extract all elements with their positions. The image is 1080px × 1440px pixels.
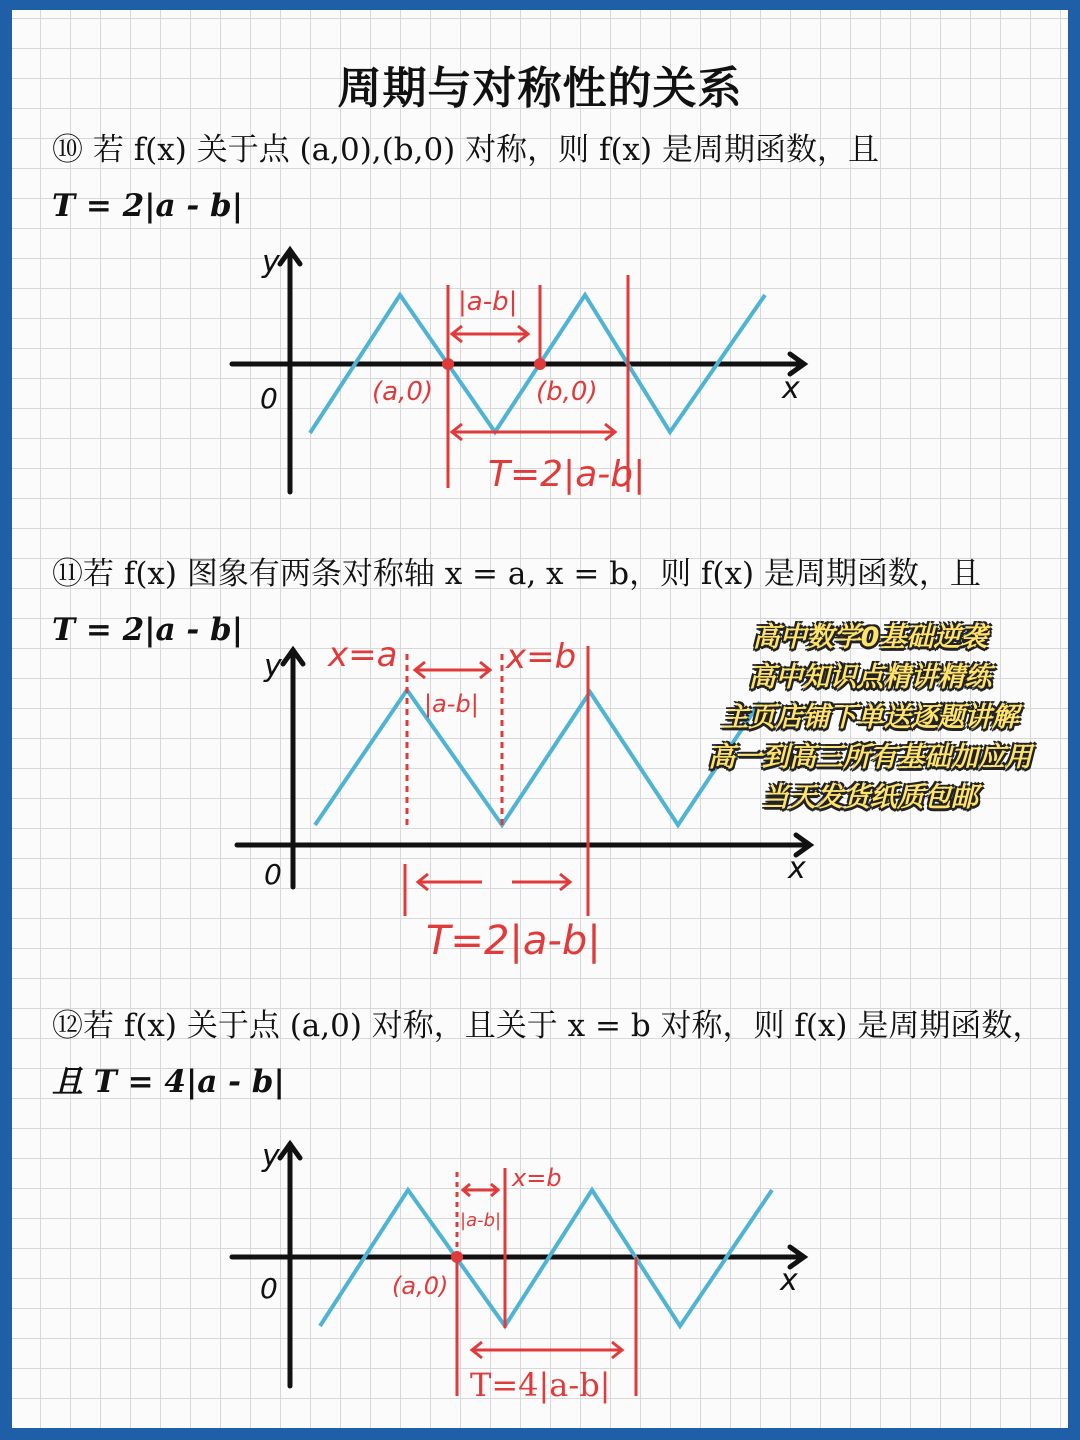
y-label: y: [262, 245, 280, 280]
property-11-formula: T = 2|a - b|: [52, 612, 243, 648]
property-10-formula: T = 2|a - b|: [52, 188, 243, 224]
dist-arrow: [415, 662, 490, 678]
title-bar: [0, 52, 1080, 116]
point-b-label: (b,0): [536, 377, 598, 407]
origin-label: 0: [264, 858, 282, 891]
graph-point-symmetry: [0, 230, 1080, 510]
promo-line: 当天发货纸质包邮: [762, 782, 978, 813]
promo-line: 高中知识点精讲精练: [748, 662, 992, 693]
promo-line: 主页店铺下单送逐题讲解: [721, 702, 1019, 733]
dist-arrow: [463, 1184, 498, 1196]
promo-line: 高中数学0基础逆袭: [752, 622, 988, 653]
period-arrow: [418, 874, 570, 890]
page-title: 周期与对称性的关系: [328, 52, 753, 116]
dist-label: |a-b|: [458, 287, 518, 317]
origin-label: 0: [260, 382, 278, 415]
promo-line: 高一到高三所有基础加应用: [708, 742, 1032, 773]
property-12: [52, 998, 1044, 1110]
dist-label: |a-b|: [424, 690, 479, 718]
dist-arrow: [452, 326, 528, 342]
period-label: T=4|a-b|: [470, 1366, 611, 1404]
period-label: T=2|a-b|: [426, 918, 601, 964]
point-a: [442, 358, 454, 370]
x-label: x: [780, 1263, 798, 1298]
y-label: y: [262, 1139, 280, 1174]
period-arrow: [452, 424, 615, 440]
property-10: [52, 122, 1032, 234]
origin-label: 0: [260, 1272, 278, 1305]
x-label: x: [782, 371, 800, 406]
period-arrow: [472, 1342, 622, 1358]
point-a: [451, 1251, 463, 1263]
point-a-label: (a,0): [372, 377, 434, 407]
property-12-statement: ⑫若 f(x) 关于点 (a,0) 对称，且关于 x = b 对称，则 f(x) 是周期函数，: [52, 1008, 1044, 1044]
period-label: T=2|a-b|: [488, 454, 646, 495]
axis-b-label: x=b: [506, 637, 577, 677]
y-label: y: [264, 649, 282, 684]
property-11-statement: ⑪若 f(x) 图象有两条对称轴 x = a, x = b，则 f(x) 是周期函数，且: [52, 556, 981, 592]
axis-b-label: x=b: [512, 1164, 562, 1192]
point-b: [534, 358, 546, 370]
x-label: x: [788, 851, 806, 886]
point-a-label: (a,0): [392, 1272, 449, 1300]
property-12-formula: 且 T = 4|a - b|: [52, 1064, 285, 1100]
dist-label: |a-b|: [460, 1210, 502, 1231]
property-10-statement: ⑩ 若 f(x) 关于点 (a,0),(b,0) 对称，则 f(x) 是周期函数，且: [52, 132, 879, 168]
graph-point-and-axis-symmetry: [0, 1128, 1080, 1418]
promo-banner: [680, 618, 1060, 818]
axis-a-label: x=a: [328, 635, 398, 675]
